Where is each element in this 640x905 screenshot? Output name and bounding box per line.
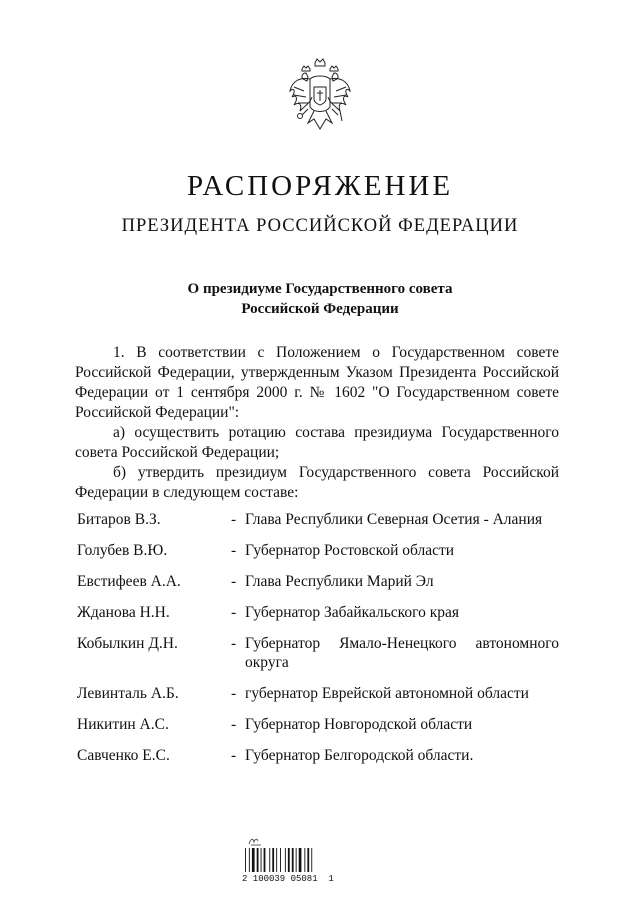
coat-of-arms-icon: [284, 57, 356, 141]
member-dash: -: [231, 604, 237, 621]
member-position: Глава Республики Марий Эл: [245, 573, 434, 590]
member-position: Губернатор Забайкальского края: [245, 604, 460, 621]
document-body: [75, 343, 559, 503]
member-name: Кобылкин Д.Н.: [77, 635, 178, 652]
paragraph-2: а) осуществить ротацию состава президиума Государственного совета Российской Федерации;: [75, 424, 559, 461]
member-dash: -: [231, 511, 237, 528]
member-row: [77, 715, 559, 734]
member-row: [77, 746, 559, 765]
member-position: Губернатор Ростовской области: [245, 542, 455, 559]
signature-mark-icon: [248, 836, 262, 846]
document-subject: [0, 279, 640, 319]
document-title: РАСПОРЯЖЕНИЕ: [186, 170, 454, 202]
member-dash: -: [231, 635, 237, 652]
member-name: Никитин А.С.: [77, 716, 169, 733]
members-list: [77, 510, 559, 777]
member-position: губернатор Еврейской автономной области: [245, 685, 529, 702]
member-dash: -: [231, 716, 237, 733]
document-subtitle: ПРЕЗИДЕНТА РОССИЙСКОЙ ФЕДЕРАЦИИ: [121, 216, 519, 236]
member-position: Губернатор Белгородской области.: [245, 747, 474, 764]
barcode-icon: [244, 848, 336, 872]
member-row: [77, 603, 559, 622]
member-name: Левинталь А.Б.: [77, 685, 179, 702]
member-name: Евстифеев А.А.: [77, 573, 181, 590]
paragraph-3: б) утвердить президиум Государственного совета Российской Федерации в следующем составе:: [75, 464, 559, 501]
subject-line-2: Российской Федерации: [241, 301, 399, 317]
member-row: [77, 684, 559, 703]
member-dash: -: [231, 747, 237, 764]
member-name: Битаров В.З.: [77, 511, 161, 528]
member-row: [77, 541, 559, 560]
member-name: Савченко Е.С.: [77, 747, 170, 764]
barcode-number: 2 100039 05081 1: [242, 874, 334, 884]
member-position: Глава Республики Северная Осетия - Алания: [245, 511, 543, 528]
member-dash: -: [231, 573, 237, 590]
member-position: Губернатор Новгородской области: [245, 716, 473, 733]
member-name: Голубев В.Ю.: [77, 542, 168, 559]
member-row: [77, 572, 559, 591]
member-position: Губернатор Ямало-Ненецкого автономного округа: [245, 635, 559, 671]
member-dash: -: [231, 542, 237, 559]
paragraph-1: 1. В соответствии с Положением о Государственном совете Российской Федерации, утвержденным Указом Президента Российской Федерации от 1 сентября 2000 г. № 1602 "О Государственном совете Российской Федерации":: [75, 344, 559, 421]
member-dash: -: [231, 685, 237, 702]
member-name: Жданова Н.Н.: [77, 604, 170, 621]
member-row: [77, 634, 559, 672]
member-row: [77, 510, 559, 529]
subject-line-1: О президиуме Государственного совета: [187, 281, 453, 297]
